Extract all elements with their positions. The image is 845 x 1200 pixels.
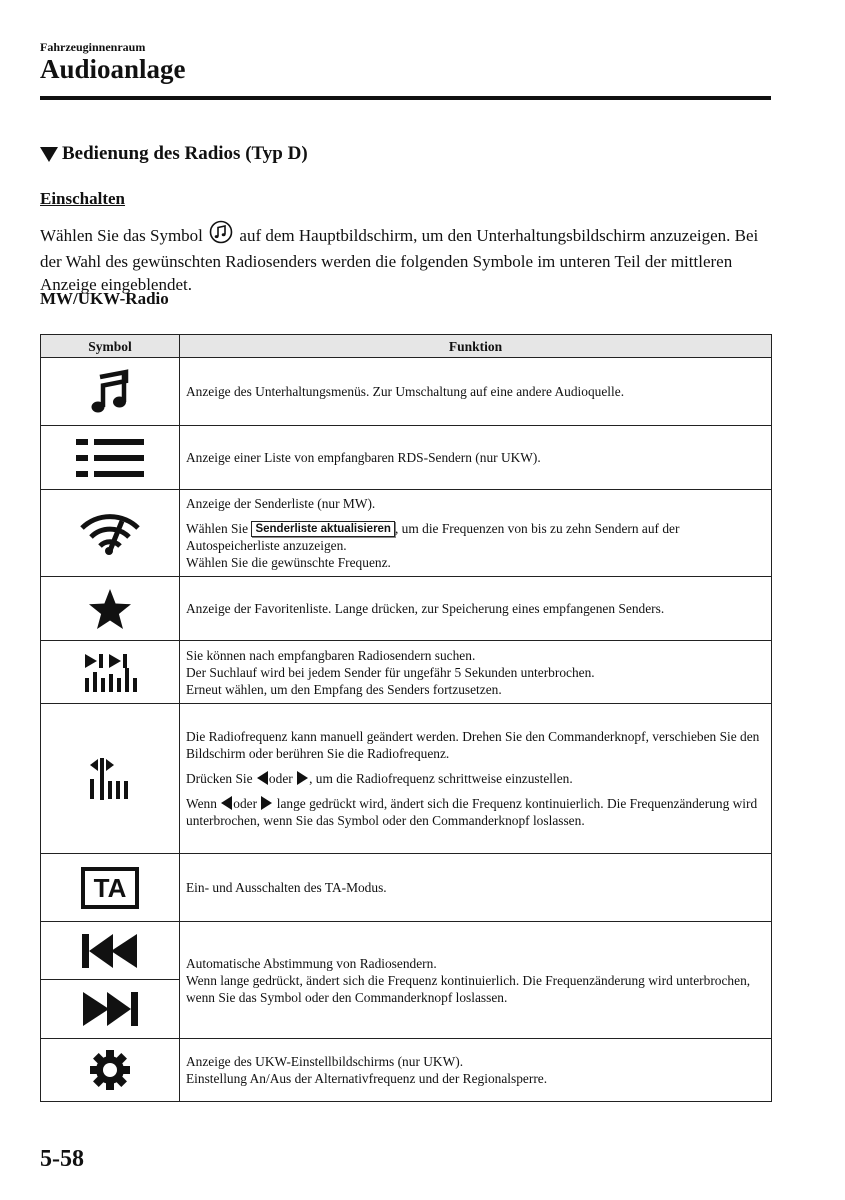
seek-back-cell xyxy=(41,922,179,980)
symbol-cell xyxy=(41,854,180,922)
triangle-left-icon xyxy=(221,796,232,810)
header-rule xyxy=(40,96,771,100)
function-text: Sie können nach empfangbaren Radiosendern suchen. xyxy=(186,647,476,663)
symbol-cell xyxy=(41,1039,180,1102)
symbol-column-header: Symbol xyxy=(41,335,180,358)
symbol-cell xyxy=(41,704,180,854)
triangle-left-icon xyxy=(257,771,268,785)
function-text: Automatische Abstimmung von Radiosendern. xyxy=(186,955,437,971)
table-row xyxy=(41,577,772,641)
function-text xyxy=(186,520,765,554)
function-text: Die Radiofrequenz kann manuell geändert werden. Drehen Sie den Commanderknopf, verschieben Sie den Bildschirm oder berühren Sie die Radiofrequenz. xyxy=(186,729,760,761)
function-column-header: Funktion xyxy=(180,335,772,358)
function-text: Anzeige der Favoritenliste. Lange drücken, zur Speicherung eines empfangenen Senders. xyxy=(186,601,665,616)
symbol-cell xyxy=(41,426,180,490)
ta-icon xyxy=(81,867,139,909)
function-cell xyxy=(180,854,772,922)
symbol-cell xyxy=(41,358,180,426)
seek-back-icon xyxy=(81,933,139,969)
music-circle-icon xyxy=(209,220,233,250)
triangle-right-icon xyxy=(261,796,272,810)
table-row xyxy=(41,1039,772,1102)
table-row xyxy=(41,426,772,490)
ta-icon-label: TA xyxy=(93,872,127,903)
function-cell xyxy=(180,490,772,577)
manual-tune-icon xyxy=(41,757,179,801)
seek-forward-cell xyxy=(41,980,179,1038)
function-text xyxy=(186,770,765,787)
function-text-part: oder xyxy=(233,796,261,811)
triangle-right-icon xyxy=(297,771,308,785)
table-row xyxy=(41,358,772,426)
function-cell xyxy=(180,704,772,854)
intro-text-a: Wählen Sie das Symbol xyxy=(40,226,208,245)
triangle-down-icon xyxy=(40,147,58,162)
function-text: Der Suchlauf wird bei jedem Sender für ungefähr 5 Sekunden unterbrochen. xyxy=(186,664,595,680)
intro-paragraph xyxy=(40,220,775,296)
table-row xyxy=(41,641,772,704)
function-text-part: lange gedrückt wird, ändert sich die Frequenz kontinuierlich. Die Frequenzänderung wird unterbrochen, wenn Sie das Symbol oder den Commanderknopf loslassen. xyxy=(186,796,758,828)
function-text: Anzeige des UKW-Einstellbildschirms (nur UKW). xyxy=(186,1054,464,1069)
function-text: Anzeige einer Liste von empfangbaren RDS-Sendern (nur UKW). xyxy=(186,450,541,465)
symbol-cell xyxy=(41,922,180,1039)
list-icon xyxy=(41,436,179,480)
header-section-label: Fahrzeuginnenraum xyxy=(40,40,146,54)
scan-icon xyxy=(41,650,179,694)
function-text: Erneut wählen, um den Empfang des Senders fortzusetzen. xyxy=(186,681,502,697)
function-text-part: , um die Frequenzen von bis zu zehn Sendern auf der Autospeicherliste anzuzeigen. xyxy=(186,521,680,553)
function-cell xyxy=(180,1039,772,1102)
function-text-part: , um die Radiofrequenz schrittweise einzustellen. xyxy=(309,771,573,786)
symbol-cell xyxy=(41,577,180,641)
function-text: Einstellung An/Aus der Alternativfrequenz und der Regionalsperre. xyxy=(186,1071,548,1086)
function-table xyxy=(40,334,772,1102)
table-row xyxy=(41,704,772,854)
function-text xyxy=(186,795,765,829)
function-text: Ein- und Ausschalten des TA-Modus. xyxy=(186,880,387,895)
function-text-part: Wählen Sie xyxy=(186,521,252,536)
function-text: Anzeige des Unterhaltungsmenüs. Zur Umschaltung auf eine andere Audioquelle. xyxy=(186,384,625,399)
signal-icon xyxy=(41,511,179,555)
function-text-part: oder xyxy=(268,771,297,786)
function-cell xyxy=(180,641,772,704)
function-cell xyxy=(180,358,772,426)
music-note-icon xyxy=(41,369,179,415)
function-cell xyxy=(180,426,772,490)
table-row xyxy=(41,490,772,577)
star-icon xyxy=(41,587,179,631)
symbol-cell xyxy=(41,490,180,577)
senderliste-aktualisieren-button[interactable]: Senderliste aktualisieren xyxy=(251,521,395,537)
table-row xyxy=(41,922,772,1039)
page-title: Audioanlage xyxy=(40,54,186,84)
gear-icon xyxy=(41,1048,179,1092)
function-text-part: Drücken Sie xyxy=(186,771,256,786)
subsection-title: Einschalten xyxy=(40,189,126,208)
function-cell xyxy=(180,577,772,641)
function-text: Wählen Sie die gewünschte Frequenz. xyxy=(186,555,391,570)
function-text-part: Wenn xyxy=(186,796,221,811)
table-row xyxy=(41,854,772,922)
function-text: Anzeige der Senderliste (nur MW). xyxy=(186,496,376,511)
function-text: Wenn lange gedrückt, ändert sich die Frequenz kontinuierlich. Die Frequenzänderung wird unterbrochen, wenn Sie das Symbol oder den Commanderknopf loslassen. xyxy=(186,972,751,1005)
function-cell xyxy=(180,922,772,1039)
section-title xyxy=(40,143,308,165)
symbol-cell xyxy=(41,641,180,704)
seek-forward-icon xyxy=(81,991,139,1027)
intro-text-b: auf dem Hauptbildschirm, um den Unterhaltungsbildschirm anzuzeigen. Bei der Wahl des gewünschten Radiosenders werden die folgenden Symbole im unteren Teil der mittleren Anzeige eingeblendet. xyxy=(40,226,759,294)
page-number: 5-58 xyxy=(40,1146,84,1172)
table-header-row xyxy=(41,335,772,358)
mw-ukw-radio-title: MW/UKW-Radio xyxy=(40,289,169,308)
section-title-text: Bedienung des Radios (Typ D) xyxy=(62,143,308,164)
